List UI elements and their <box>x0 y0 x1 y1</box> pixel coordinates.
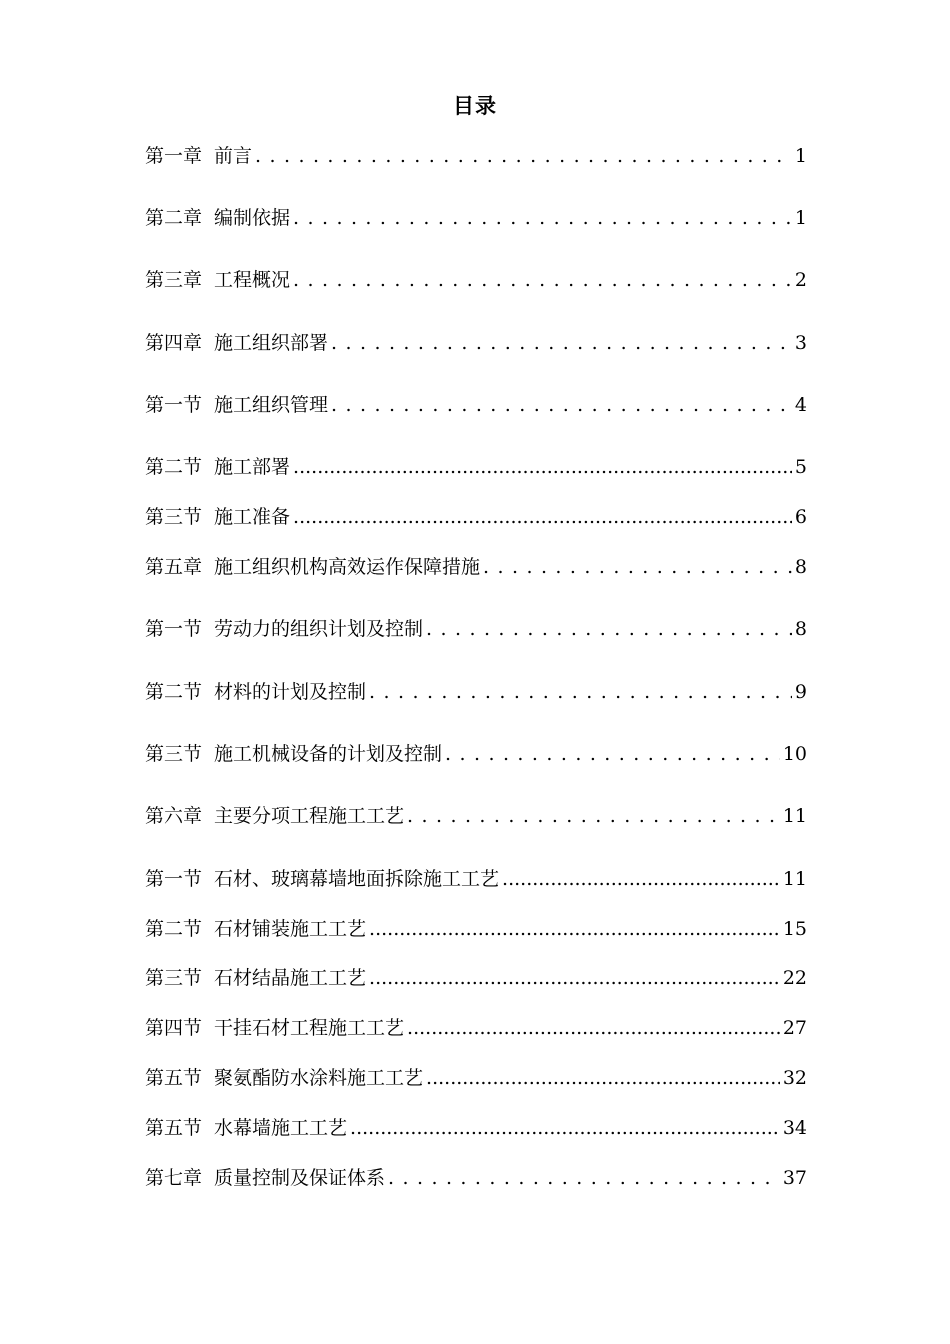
toc-page-number: 8 <box>794 618 807 640</box>
toc-entry-title: 水幕墙施工工艺 <box>214 1117 348 1139</box>
toc-chapter-label: 第五章 <box>145 556 203 578</box>
toc-entry-title: 前言 <box>214 145 253 167</box>
toc-dot-leader <box>407 1014 780 1042</box>
toc-chapter-label: 第三章 <box>145 269 203 291</box>
toc-entry-title: 施工机械设备的计划及控制 <box>214 743 443 765</box>
toc-entry-title: 施工组织管理 <box>214 394 329 416</box>
toc-page-number: 6 <box>794 506 807 528</box>
toc-entry[interactable] <box>145 553 807 581</box>
toc-dot-leader <box>445 740 780 768</box>
toc-entry-title: 施工组织机构高效运作保障措施 <box>214 556 481 578</box>
toc-entry[interactable] <box>145 453 807 481</box>
toc-dot-leader <box>369 915 780 943</box>
toc-dot-leader <box>426 1064 780 1092</box>
toc-page-number: 27 <box>782 1017 807 1039</box>
toc-entry[interactable] <box>145 204 807 232</box>
toc-chapter-label: 第二节 <box>145 681 203 703</box>
toc-page-number: 2 <box>794 269 807 291</box>
table-of-contents <box>145 0 807 1344</box>
toc-dot-leader <box>407 802 780 830</box>
toc-entry-title: 石材结晶施工工艺 <box>214 967 367 989</box>
toc-entry[interactable] <box>145 1014 807 1042</box>
toc-page-number: 8 <box>794 556 807 578</box>
toc-dot-leader <box>369 678 792 706</box>
toc-chapter-label: 第一节 <box>145 868 203 890</box>
toc-entry[interactable] <box>145 678 807 706</box>
toc-dot-leader <box>331 329 792 357</box>
toc-entry-title: 材料的计划及控制 <box>214 681 367 703</box>
toc-entry[interactable] <box>145 391 807 419</box>
toc-page-number: 11 <box>782 805 807 827</box>
toc-entry[interactable] <box>145 1114 807 1142</box>
toc-entry-title: 施工组织部署 <box>214 332 329 354</box>
toc-chapter-label: 第五节 <box>145 1067 203 1089</box>
toc-entry[interactable] <box>145 964 807 992</box>
toc-entry-title: 施工准备 <box>214 506 291 528</box>
toc-entry[interactable] <box>145 915 807 943</box>
toc-entry[interactable] <box>145 142 807 170</box>
toc-chapter-label: 第三节 <box>145 506 203 528</box>
toc-page-number: 10 <box>782 743 807 765</box>
toc-entry-title: 主要分项工程施工工艺 <box>214 805 405 827</box>
toc-chapter-label: 第二节 <box>145 456 203 478</box>
toc-entry[interactable] <box>145 802 807 830</box>
toc-page-number: 34 <box>782 1117 807 1139</box>
toc-dot-leader <box>293 453 792 481</box>
toc-dot-leader <box>426 615 792 643</box>
toc-page-number: 37 <box>782 1167 807 1189</box>
toc-page-number: 32 <box>782 1067 807 1089</box>
toc-entry-title: 劳动力的组织计划及控制 <box>214 618 424 640</box>
toc-chapter-label: 第四节 <box>145 1017 203 1039</box>
toc-entry[interactable] <box>145 266 807 294</box>
toc-entry-title: 聚氨酯防水涂料施工工艺 <box>214 1067 424 1089</box>
toc-chapter-label: 第三节 <box>145 743 203 765</box>
toc-chapter-label: 第一节 <box>145 618 203 640</box>
page-title: 目录 <box>453 93 497 118</box>
toc-entry[interactable] <box>145 740 807 768</box>
toc-dot-leader <box>331 391 792 419</box>
toc-dot-leader <box>369 964 780 992</box>
toc-dot-leader <box>293 204 792 232</box>
toc-page-number: 22 <box>782 967 807 989</box>
toc-dot-leader <box>483 553 792 581</box>
toc-page-number: 15 <box>782 918 807 940</box>
toc-dot-leader <box>502 865 780 893</box>
toc-dot-leader <box>293 266 792 294</box>
toc-page-number: 1 <box>794 145 807 167</box>
toc-page-number: 4 <box>794 394 807 416</box>
toc-entry-title: 施工部署 <box>214 456 291 478</box>
toc-entry[interactable] <box>145 1064 807 1092</box>
toc-page-number: 9 <box>794 681 807 703</box>
toc-chapter-label: 第三节 <box>145 967 203 989</box>
toc-chapter-label: 第七章 <box>145 1167 203 1189</box>
toc-entry[interactable] <box>145 1164 807 1192</box>
toc-chapter-label: 第六章 <box>145 805 203 827</box>
toc-entry[interactable] <box>145 865 807 893</box>
toc-entry[interactable] <box>145 615 807 643</box>
toc-entry[interactable] <box>145 329 807 357</box>
toc-page-number: 1 <box>794 207 807 229</box>
toc-entry-title: 工程概况 <box>214 269 291 291</box>
toc-dot-leader <box>350 1114 780 1142</box>
toc-chapter-label: 第一章 <box>145 145 203 167</box>
toc-entry[interactable] <box>145 503 807 531</box>
toc-chapter-label: 第一节 <box>145 394 203 416</box>
toc-entry-title: 质量控制及保证体系 <box>214 1167 386 1189</box>
toc-dot-leader <box>293 503 792 531</box>
toc-dot-leader <box>388 1164 780 1192</box>
toc-dot-leader <box>255 142 792 170</box>
toc-chapter-label: 第二节 <box>145 918 203 940</box>
toc-entry-title: 石材铺装施工工艺 <box>214 918 367 940</box>
toc-chapter-label: 第四章 <box>145 332 203 354</box>
toc-entry-title: 干挂石材工程施工工艺 <box>214 1017 405 1039</box>
toc-page-number: 5 <box>794 456 807 478</box>
toc-page-number: 3 <box>794 332 807 354</box>
toc-chapter-label: 第五节 <box>145 1117 203 1139</box>
toc-chapter-label: 第二章 <box>145 207 203 229</box>
toc-entry-title: 石材、玻璃幕墙地面拆除施工工艺 <box>214 868 500 890</box>
toc-entry-title: 编制依据 <box>214 207 291 229</box>
toc-page-number: 11 <box>782 868 807 890</box>
